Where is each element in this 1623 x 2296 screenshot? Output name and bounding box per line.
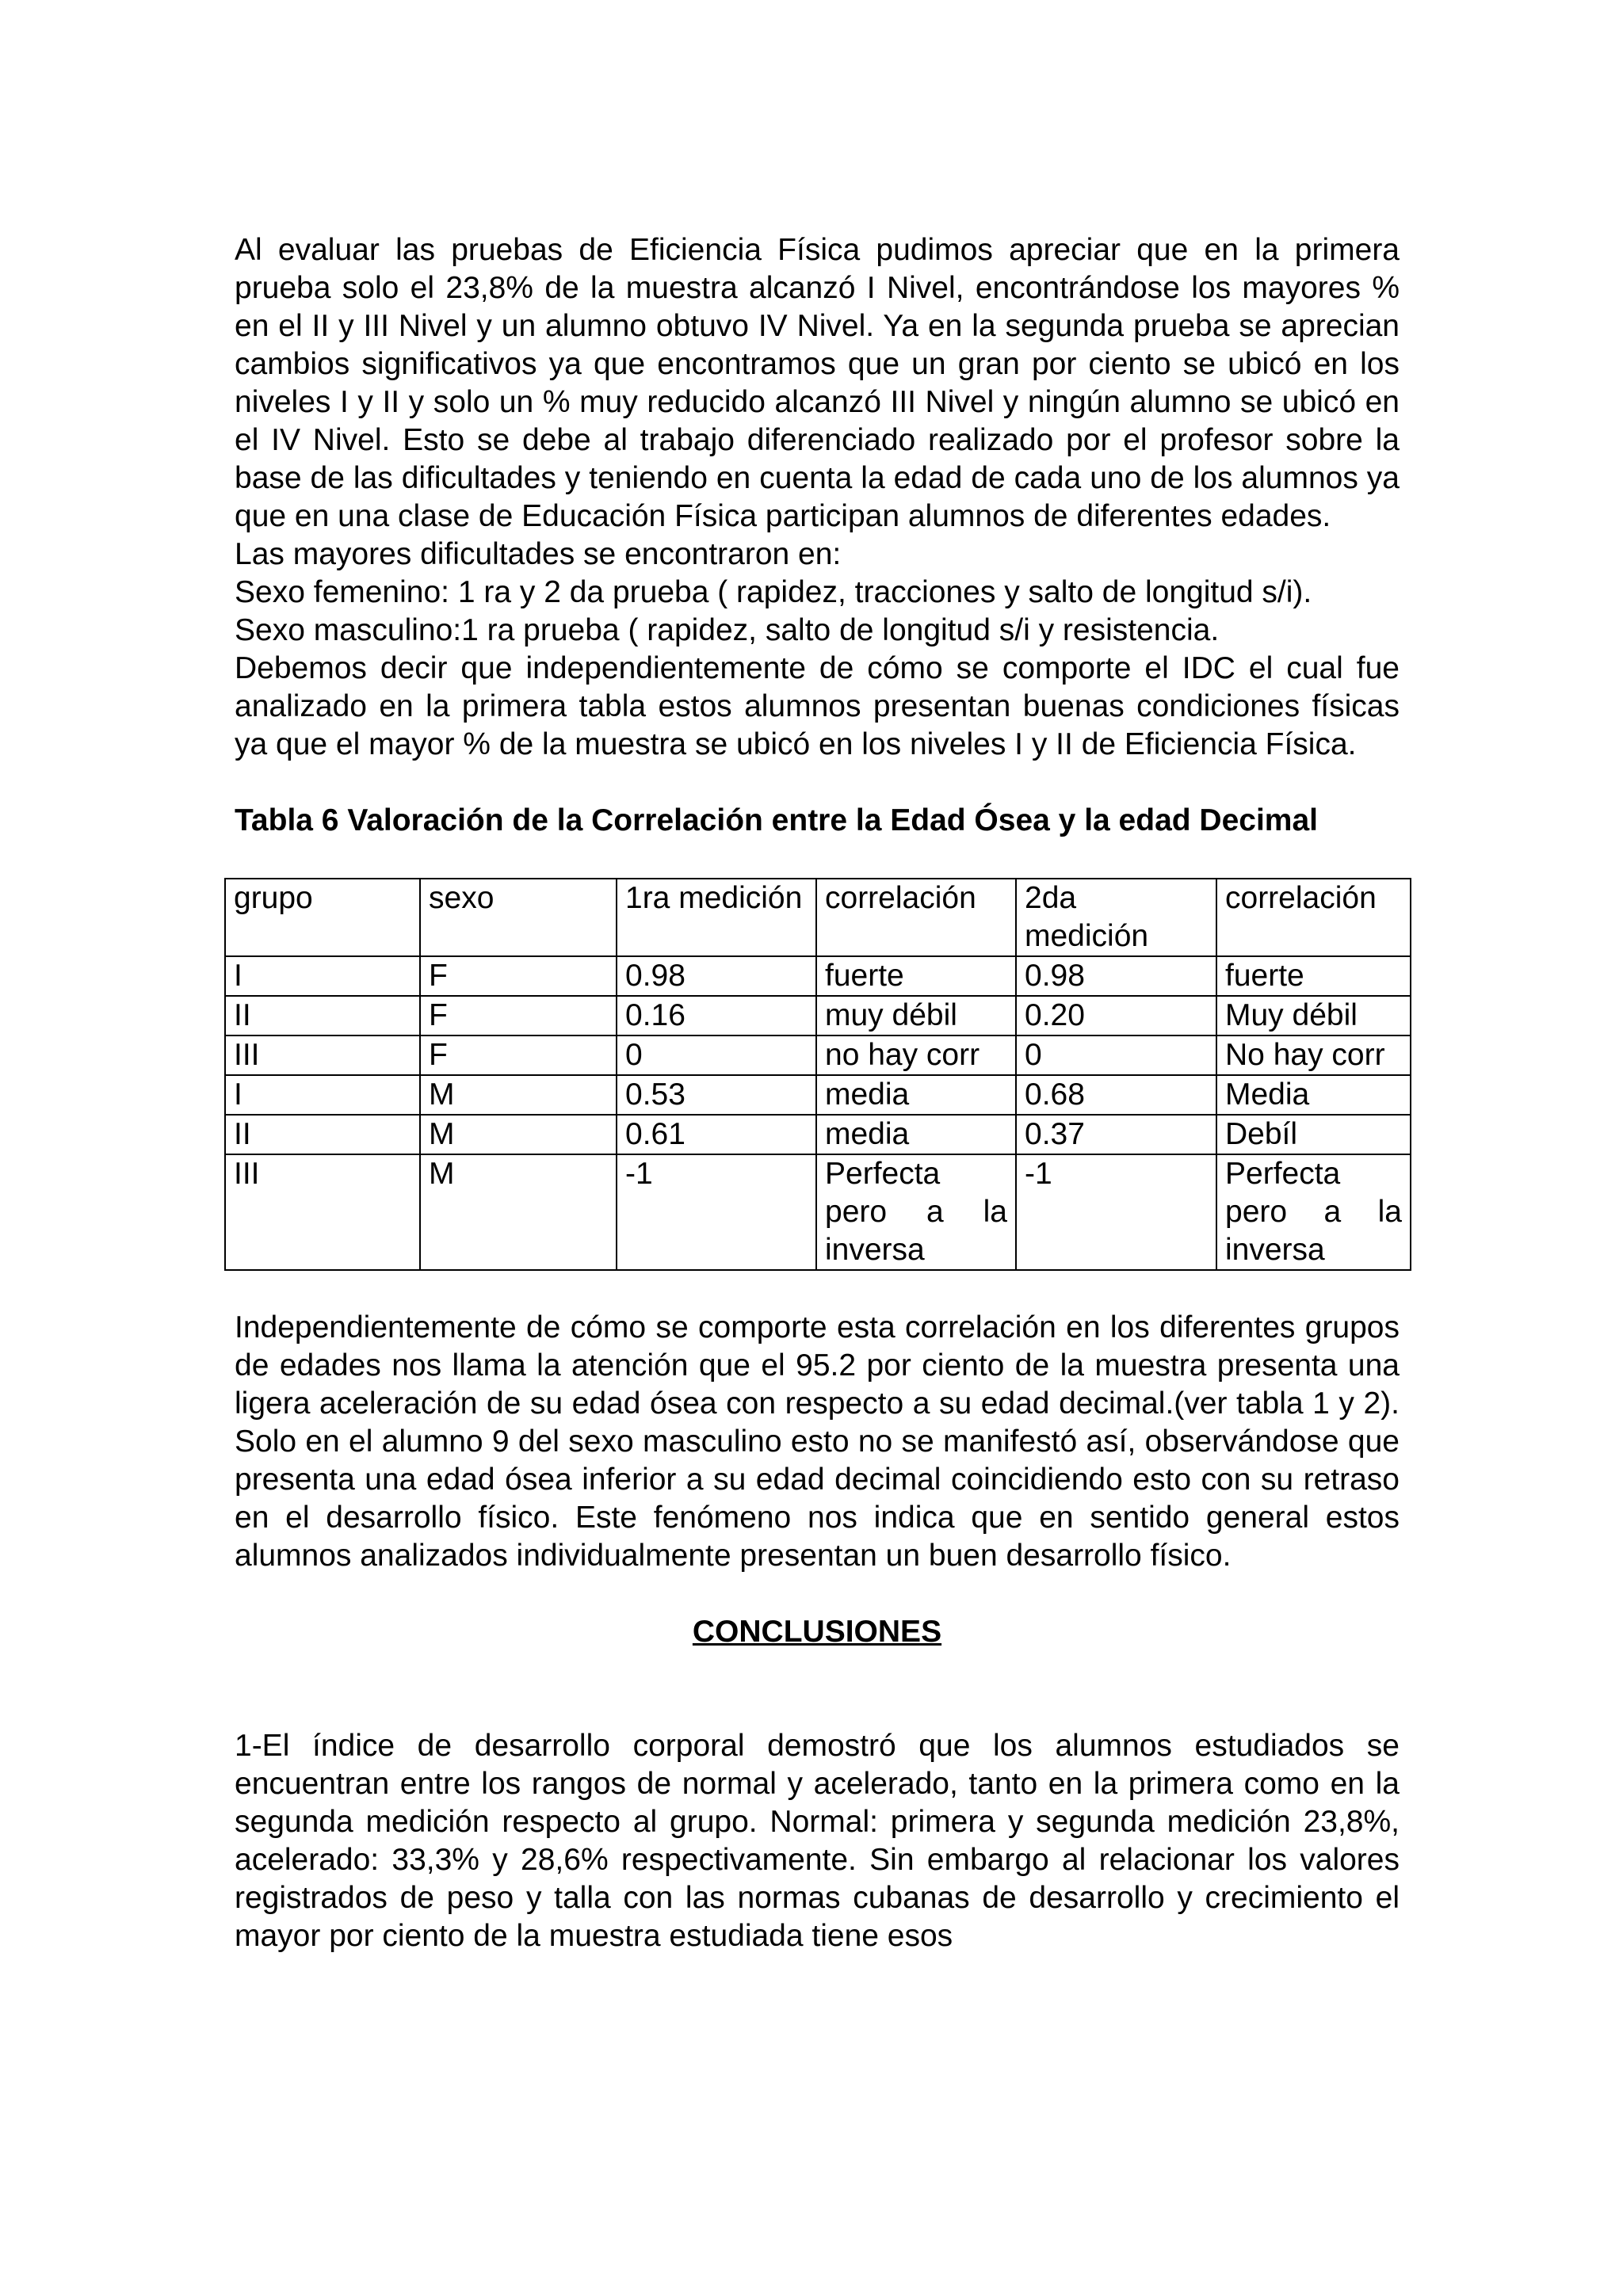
table-header-row	[225, 879, 1411, 956]
table-cell: II	[225, 996, 420, 1035]
table-row	[225, 996, 1411, 1035]
table-cell: -1	[1016, 1154, 1216, 1270]
table-cell: fuerte	[1216, 956, 1411, 996]
table-cell: F	[420, 996, 617, 1035]
table-cell: 0	[617, 1035, 816, 1075]
header-cell: 2da medición	[1016, 879, 1216, 956]
header-cell: 1ra medición	[617, 879, 816, 956]
table-title: Tabla 6 Valoración de la Correlación entre la Edad Ósea y la edad Decimal	[235, 803, 1318, 837]
difficulties-intro: Las mayores dificultades se encontraron en:	[235, 537, 842, 571]
table-row	[225, 1115, 1411, 1154]
table-row	[225, 1035, 1411, 1075]
document-page	[235, 231, 1400, 1955]
table-cell: Perfecta pero a la inversa	[816, 1154, 1016, 1270]
spacer	[235, 1689, 1400, 1727]
table-row	[225, 956, 1411, 996]
table-cell: F	[420, 956, 617, 996]
table-cell: 0.61	[617, 1115, 816, 1154]
difficulty-male: Sexo masculino:1 ra prueba ( rapidez, salto de longitud s/i y resistencia.	[235, 613, 1220, 647]
table-cell: 0	[1016, 1035, 1216, 1075]
paragraph-bone-age: Independientemente de cómo se comporte esta correlación en los diferentes grupos de edades nos llama la atención que el 95.2 por ciento de la muestra presenta una ligera aceleración de su edad ósea con respecto a su edad decimal.(ver tabla 1 y 2). Solo en el alumno 9 del sexo masculino esto no se manifestó así, observándose que presenta una edad ósea inferior a su edad decimal coincidiendo esto con su retraso en el desarrollo físico. Este fenómeno nos indica que en sentido general estos alumnos analizados individualmente presentan un buen desarrollo físico.	[235, 1310, 1400, 1573]
correlation-table-wrapper	[224, 878, 1410, 1271]
table-cell: II	[225, 1115, 420, 1154]
table-cell: fuerte	[816, 956, 1016, 996]
table-cell: 0.98	[1016, 956, 1216, 996]
header-cell: sexo	[420, 879, 617, 956]
difficulty-female: Sexo femenino: 1 ra y 2 da prueba ( rapidez, tracciones y salto de longitud s/i).	[235, 575, 1312, 609]
table-cell: Debíl	[1216, 1115, 1411, 1154]
table-cell: 0.37	[1016, 1115, 1216, 1154]
table-cell: media	[816, 1115, 1016, 1154]
conclusion-1: 1-El índice de desarrollo corporal demostró que los alumnos estudiados se encuentran entre los rangos de normal y acelerado, tanto en la primera como en la segunda medición respecto al grupo. Normal: primera y segunda medición 23,8%, acelerado: 33,3% y 28,6% respectivamente. Sin embargo al relacionar los valores registrados de peso y talla con las normas cubanas de desarrollo y crecimiento el mayor por ciento de la muestra estudiada tiene esos	[235, 1729, 1400, 1953]
table-cell: no hay corr	[816, 1035, 1016, 1075]
spacer	[235, 1651, 1400, 1689]
table-row	[225, 1075, 1411, 1115]
paragraph-physical-conditions: Debemos decir que independientemente de cómo se comporte el IDC el cual fue analizado en la primera tabla estos alumnos presentan buenas condiciones físicas ya que el mayor % de la muestra se ubicó en los niveles I y II de Eficiencia Física.	[235, 651, 1400, 761]
table-cell: M	[420, 1115, 617, 1154]
table-cell: F	[420, 1035, 617, 1075]
table-cell: M	[420, 1075, 617, 1115]
correlation-table	[224, 878, 1411, 1271]
header-cell: correlación	[1216, 879, 1411, 956]
table-cell: Media	[1216, 1075, 1411, 1115]
table-cell: Muy débil	[1216, 996, 1411, 1035]
table-cell: 0.98	[617, 956, 816, 996]
table-cell: III	[225, 1035, 420, 1075]
table-cell: muy débil	[816, 996, 1016, 1035]
header-cell: correlación	[816, 879, 1016, 956]
table-cell: -1	[617, 1154, 816, 1270]
table-cell: III	[225, 1154, 420, 1270]
table-row	[225, 1154, 1411, 1270]
table-cell: 0.53	[617, 1075, 816, 1115]
table-cell: M	[420, 1154, 617, 1270]
table-cell: Perfecta pero a la inversa	[1216, 1154, 1411, 1270]
table-cell: No hay corr	[1216, 1035, 1411, 1075]
conclusions-heading: CONCLUSIONES	[692, 1615, 942, 1649]
table-cell: I	[225, 956, 420, 996]
header-cell: grupo	[225, 879, 420, 956]
table-cell: 0.20	[1016, 996, 1216, 1035]
table-cell: 0.68	[1016, 1075, 1216, 1115]
spacer	[235, 1271, 1400, 1309]
table-cell: media	[816, 1075, 1016, 1115]
table-cell: I	[225, 1075, 420, 1115]
table-cell: 0.16	[617, 996, 816, 1035]
paragraph-physical-efficiency: Al evaluar las pruebas de Eficiencia Física pudimos apreciar que en la primera prueba solo el 23,8% de la muestra alcanzó I Nivel, encontrándose los mayores % en el II y III Nivel y un alumno obtuvo IV Nivel. Ya en la segunda prueba se aprecian cambios significativos ya que encontramos que un gran por ciento se ubicó en los niveles I y II y solo un % muy reducido alcanzó III Nivel y ningún alumno se ubicó en el IV Nivel. Esto se debe al trabajo diferenciado realizado por el profesor sobre la base de las dificultades y teniendo en cuenta la edad de cada uno de los alumnos ya que en una clase de Educación Física participan alumnos de diferentes edades.	[235, 233, 1400, 533]
